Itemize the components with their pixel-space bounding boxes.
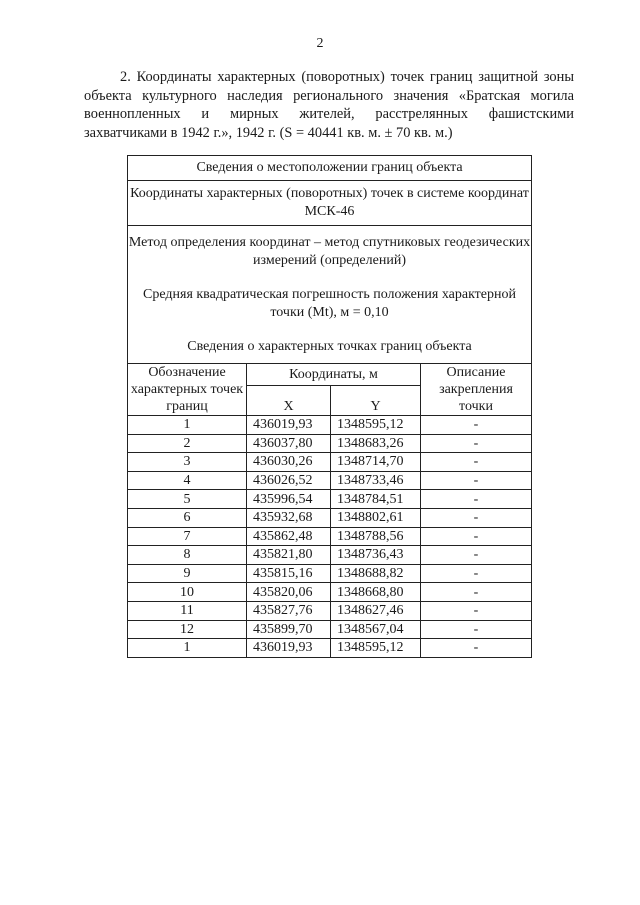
point-cell: 6: [128, 508, 247, 527]
x-cell: 435820,06: [247, 583, 331, 602]
point-cell: 5: [128, 490, 247, 509]
x-cell: 435899,70: [247, 620, 331, 639]
x-cell: 436026,52: [247, 471, 331, 490]
coordinate-system-row: [128, 181, 532, 226]
description-cell: -: [421, 601, 532, 620]
point-cell: 1: [128, 416, 247, 435]
point-cell: 10: [128, 583, 247, 602]
description-cell: -: [421, 453, 532, 472]
x-cell: 435996,54: [247, 490, 331, 509]
intro-paragraph: 2. Координаты характерных (поворотных) точек границ защитной зоны объекта культурного наследия регионального значения «Братская могила военнопленных и мирных жителей, расстрелянных фашистскими захватчиками в 1942 г.», 1942 г. (S = 40441 кв. м. ± 70 кв. м.): [84, 69, 574, 141]
point-cell: 2: [128, 434, 247, 453]
col-x: X: [247, 386, 331, 416]
y-cell: 1348595,12: [331, 416, 421, 435]
point-cell: 3: [128, 453, 247, 472]
col-designation: Обозначение характерных точек границ: [128, 364, 247, 416]
description-cell: -: [421, 639, 532, 658]
description-cell: -: [421, 490, 532, 509]
point-cell: 8: [128, 546, 247, 565]
method-row: [128, 226, 532, 364]
point-cell: 1: [128, 639, 247, 658]
point-cell: 11: [128, 601, 247, 620]
page-number: 2: [316, 36, 324, 51]
y-cell: 1348802,61: [331, 508, 421, 527]
description-cell: -: [421, 434, 532, 453]
method-cell: [128, 226, 532, 364]
table-row: [128, 508, 532, 527]
table-row: [128, 601, 532, 620]
description-cell: -: [421, 527, 532, 546]
point-cell: 12: [128, 620, 247, 639]
accuracy-text: Средняя квадратическая погрешность положения характерной точки (Mt), м = 0,10: [143, 286, 516, 320]
table-row: [128, 471, 532, 490]
description-cell: -: [421, 416, 532, 435]
table-title-row: [128, 156, 532, 181]
table-row: [128, 416, 532, 435]
table-row: [128, 564, 532, 583]
description-cell: -: [421, 508, 532, 527]
description-cell: -: [421, 546, 532, 565]
table-row: [128, 620, 532, 639]
column-header-row: [128, 364, 532, 386]
table-row: [128, 546, 532, 565]
table-row: [128, 434, 532, 453]
description-cell: -: [421, 471, 532, 490]
y-cell: 1348627,46: [331, 601, 421, 620]
x-cell: 435862,48: [247, 527, 331, 546]
x-cell: 435815,16: [247, 564, 331, 583]
table-row: [128, 583, 532, 602]
col-coords: Координаты, м: [247, 364, 421, 386]
table-row: [128, 490, 532, 509]
coordinates-table: [127, 155, 532, 658]
y-cell: 1348736,43: [331, 546, 421, 565]
y-cell: 1348567,04: [331, 620, 421, 639]
x-cell: 435827,76: [247, 601, 331, 620]
table-row: [128, 453, 532, 472]
y-cell: 1348788,56: [331, 527, 421, 546]
x-cell: 436019,93: [247, 416, 331, 435]
points-title: Сведения о характерных точках границ объекта: [187, 338, 472, 354]
y-cell: 1348784,51: [331, 490, 421, 509]
y-cell: 1348683,26: [331, 434, 421, 453]
table-row: [128, 527, 532, 546]
description-cell: -: [421, 620, 532, 639]
col-y: Y: [331, 386, 421, 416]
point-cell: 7: [128, 527, 247, 546]
description-cell: -: [421, 583, 532, 602]
coordinate-system: Координаты характерных (поворотных) точек в системе координат МСК-46: [128, 181, 532, 226]
point-cell: 9: [128, 564, 247, 583]
point-cell: 4: [128, 471, 247, 490]
table-row: [128, 639, 532, 658]
method-text: Метод определения координат – метод спутниковых геодезических измерений (определений): [128, 234, 531, 268]
x-cell: 436037,80: [247, 434, 331, 453]
x-cell: 435821,80: [247, 546, 331, 565]
x-cell: 435932,68: [247, 508, 331, 527]
x-cell: 436019,93: [247, 639, 331, 658]
y-cell: 1348668,80: [331, 583, 421, 602]
table-title: Сведения о местоположении границ объекта: [128, 156, 532, 181]
x-cell: 436030,26: [247, 453, 331, 472]
y-cell: 1348733,46: [331, 471, 421, 490]
y-cell: 1348688,82: [331, 564, 421, 583]
col-description: Описание закрепления точки: [421, 364, 532, 416]
description-cell: -: [421, 564, 532, 583]
y-cell: 1348714,70: [331, 453, 421, 472]
y-cell: 1348595,12: [331, 639, 421, 658]
